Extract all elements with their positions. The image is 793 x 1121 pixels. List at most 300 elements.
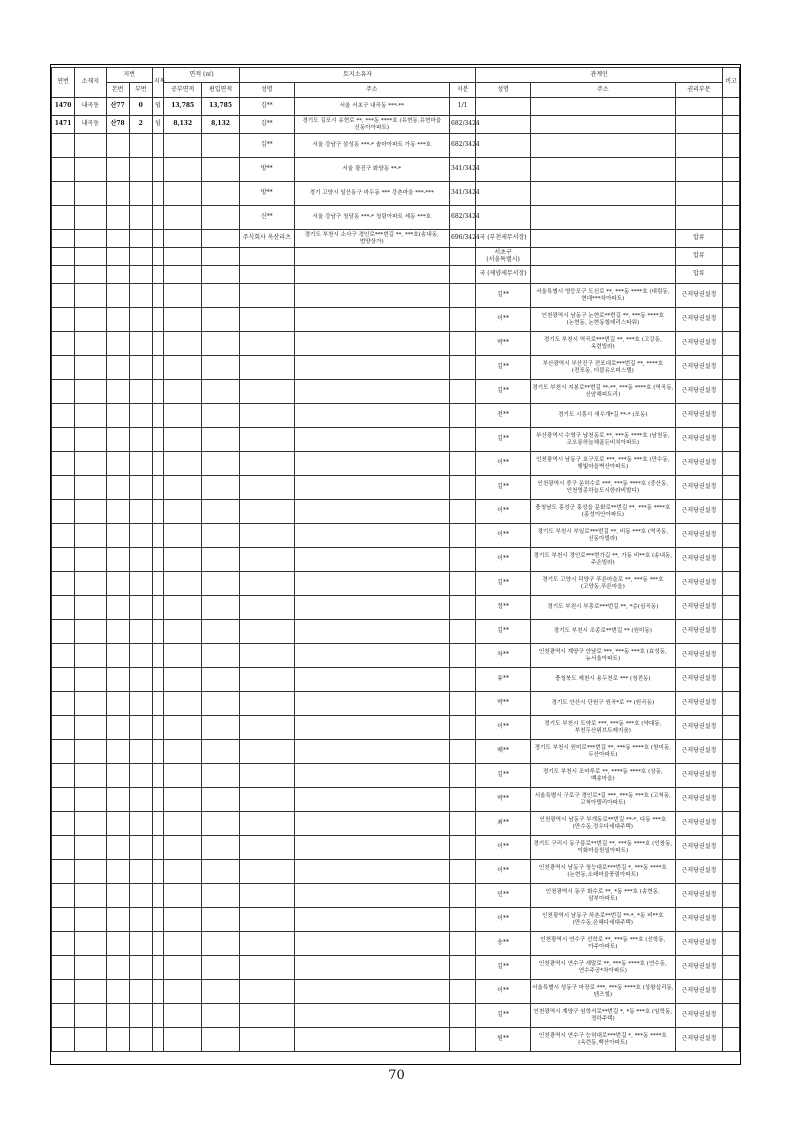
row-owner-name: 김** — [239, 134, 294, 158]
row-area-public — [164, 404, 202, 428]
row-owner-name — [239, 788, 294, 812]
row-owner-address — [294, 572, 449, 596]
row-location — [75, 548, 107, 572]
row-related-name: 박** — [476, 788, 531, 812]
row-owner-name — [239, 524, 294, 548]
row-owner-address: 서울 광진구 화양동 **-* — [294, 158, 449, 182]
row-area-public — [164, 668, 202, 692]
row-main-lot — [106, 692, 129, 716]
row-location — [75, 404, 107, 428]
row-owner-name — [239, 884, 294, 908]
row-area-public — [164, 740, 202, 764]
row-owner-share — [450, 572, 476, 596]
row-related-address — [530, 266, 675, 284]
row-number — [52, 428, 75, 452]
row-area-public — [164, 788, 202, 812]
row-related-address: 인천광역시 남동구 청능대로***번길 *, ***동 ****호 (논현동,소래마을풍림아파트) — [530, 860, 675, 884]
table-row — [52, 596, 740, 620]
row-number — [52, 980, 75, 1004]
row-location — [75, 524, 107, 548]
row-owner-share: 682/3424 — [450, 116, 476, 134]
row-owner-share — [450, 788, 476, 812]
row-owner-share — [450, 836, 476, 860]
row-owner-address — [294, 668, 449, 692]
row-owner-address — [294, 404, 449, 428]
row-remark — [723, 716, 740, 740]
table-row — [52, 206, 740, 230]
row-location — [75, 158, 107, 182]
row-owner-address — [294, 620, 449, 644]
row-owner-name — [239, 860, 294, 884]
row-related-address — [530, 230, 675, 248]
table-row — [52, 476, 740, 500]
row-area-public — [164, 524, 202, 548]
row-right-type — [675, 134, 722, 158]
row-land-category — [152, 284, 164, 308]
row-right-type: 압류 — [675, 266, 722, 284]
row-owner-address — [294, 716, 449, 740]
row-number — [52, 740, 75, 764]
table-row — [52, 620, 740, 644]
row-area-public — [164, 500, 202, 524]
row-main-lot — [106, 644, 129, 668]
row-owner-share — [450, 932, 476, 956]
row-area-incorp — [202, 1004, 240, 1028]
row-related-name: 김** — [476, 380, 531, 404]
row-main-lot — [106, 860, 129, 884]
row-related-name — [476, 158, 531, 182]
row-remark — [723, 1004, 740, 1028]
row-related-address — [530, 182, 675, 206]
row-land-category — [152, 356, 164, 380]
row-related-address: 서울특별시 영등포구 도신로 **, ***동 ****호 (대림동, 현대***차아파트) — [530, 284, 675, 308]
table-row — [52, 668, 740, 692]
row-owner-share — [450, 668, 476, 692]
row-remark — [723, 620, 740, 644]
row-related-address: 인천광역시 동구 화수로 **, *동 ***호 (송현동,삼부아파트) — [530, 884, 675, 908]
row-area-public — [164, 248, 202, 266]
row-right-type: 근저당권설정 — [675, 500, 722, 524]
row-related-address: 부산광역시 수영구 남천동로 **, ***동 ****호 (남천동,코오롱하늘채골든비치아파트) — [530, 428, 675, 452]
row-main-lot — [106, 1004, 129, 1028]
row-sub-lot — [129, 620, 152, 644]
table-row — [52, 500, 740, 524]
row-area-public — [164, 692, 202, 716]
row-right-type: 근저당권설정 — [675, 620, 722, 644]
row-owner-share — [450, 404, 476, 428]
row-owner-share — [450, 1004, 476, 1028]
row-related-address: 서울특별시 성동구 마장로 ***, ***동 ****호 (상왕십리동, 텐즈힐) — [530, 980, 675, 1004]
row-area-public — [164, 620, 202, 644]
row-main-lot — [106, 596, 129, 620]
row-location — [75, 266, 107, 284]
row-location — [75, 182, 107, 206]
row-right-type: 근저당권설정 — [675, 812, 722, 836]
row-land-category — [152, 308, 164, 332]
row-number — [52, 380, 75, 404]
row-main-lot — [106, 428, 129, 452]
row-number — [52, 908, 75, 932]
row-land-category — [152, 980, 164, 1004]
row-remark — [723, 668, 740, 692]
row-location — [75, 572, 107, 596]
row-land-category — [152, 692, 164, 716]
table-row — [52, 1004, 740, 1028]
row-land-category — [152, 248, 164, 266]
header-owner: 토지소유자 — [239, 68, 475, 83]
row-owner-address — [294, 644, 449, 668]
row-main-lot — [106, 230, 129, 248]
row-area-incorp — [202, 332, 240, 356]
row-owner-name — [239, 404, 294, 428]
row-area-public — [164, 356, 202, 380]
row-area-incorp — [202, 500, 240, 524]
row-land-category: 임 — [152, 98, 164, 116]
row-area-public — [164, 230, 202, 248]
row-main-lot — [106, 266, 129, 284]
row-owner-name — [239, 764, 294, 788]
row-related-address: 경기도 고양시 덕양구 푸른마을로 **, ***동 ***호 (고양동,푸른마을) — [530, 572, 675, 596]
row-remark — [723, 1028, 740, 1052]
row-owner-name — [239, 266, 294, 284]
row-area-incorp — [202, 716, 240, 740]
row-related-address: 경기도 부천시 도약로 ***, ***동 ***호 (약대동,부천두산위브트레지움) — [530, 716, 675, 740]
row-owner-address — [294, 248, 449, 266]
row-area-public — [164, 932, 202, 956]
header-jibeon: 지번 — [106, 68, 152, 83]
row-area-public — [164, 908, 202, 932]
row-location — [75, 596, 107, 620]
row-related-name: 이** — [476, 908, 531, 932]
row-owner-name — [239, 572, 294, 596]
row-related-address — [530, 158, 675, 182]
table-row — [52, 404, 740, 428]
row-owner-address — [294, 308, 449, 332]
row-location — [75, 764, 107, 788]
row-land-category — [152, 452, 164, 476]
row-land-category — [152, 788, 164, 812]
row-remark — [723, 860, 740, 884]
row-area-incorp — [202, 428, 240, 452]
row-number — [52, 1028, 75, 1052]
row-owner-address — [294, 380, 449, 404]
table-row — [52, 1028, 740, 1052]
row-remark — [723, 428, 740, 452]
row-right-type — [675, 182, 722, 206]
row-owner-address — [294, 908, 449, 932]
row-area-public — [164, 134, 202, 158]
row-location — [75, 332, 107, 356]
table-row — [52, 956, 740, 980]
table-row — [52, 98, 740, 116]
row-owner-name — [239, 284, 294, 308]
row-sub-lot — [129, 980, 152, 1004]
row-land-category — [152, 476, 164, 500]
row-location — [75, 206, 107, 230]
row-main-lot — [106, 548, 129, 572]
row-land-category — [152, 572, 164, 596]
row-sub-lot — [129, 428, 152, 452]
row-area-incorp — [202, 596, 240, 620]
row-related-name: 송** — [476, 932, 531, 956]
row-sub-lot — [129, 572, 152, 596]
row-related-name: 이** — [476, 548, 531, 572]
row-right-type: 근저당권설정 — [675, 740, 722, 764]
row-remark — [723, 692, 740, 716]
row-right-type: 근저당권설정 — [675, 836, 722, 860]
row-location: 내곡동 — [75, 98, 107, 116]
row-owner-share — [450, 812, 476, 836]
row-area-incorp — [202, 230, 240, 248]
row-land-category — [152, 134, 164, 158]
row-sub-lot — [129, 836, 152, 860]
row-owner-address — [294, 428, 449, 452]
row-related-name: 박** — [476, 692, 531, 716]
header-rel-name: 성명 — [476, 83, 531, 98]
row-area-public — [164, 716, 202, 740]
row-sub-lot: 0 — [129, 98, 152, 116]
row-main-lot — [106, 476, 129, 500]
row-right-type: 근저당권설정 — [675, 284, 722, 308]
row-right-type — [675, 206, 722, 230]
row-main-lot — [106, 620, 129, 644]
row-land-category — [152, 206, 164, 230]
row-number — [52, 332, 75, 356]
row-location — [75, 620, 107, 644]
row-sub-lot — [129, 476, 152, 500]
row-related-name: 김** — [476, 620, 531, 644]
row-area-public — [164, 428, 202, 452]
row-remark — [723, 158, 740, 182]
header-owner-addr: 주소 — [294, 83, 449, 98]
page-number: 70 — [388, 1068, 405, 1083]
row-land-category: 임 — [152, 116, 164, 134]
table-row — [52, 644, 740, 668]
row-land-category — [152, 500, 164, 524]
row-right-type: 근저당권설정 — [675, 476, 722, 500]
header-area-incorp: 편입면적 — [202, 83, 240, 98]
row-number: 1470 — [52, 98, 75, 116]
row-owner-share — [450, 500, 476, 524]
table-row — [52, 248, 740, 266]
row-area-public — [164, 266, 202, 284]
row-owner-share — [450, 380, 476, 404]
row-land-category — [152, 230, 164, 248]
row-number — [52, 692, 75, 716]
row-remark — [723, 308, 740, 332]
row-number — [52, 308, 75, 332]
row-owner-name — [239, 428, 294, 452]
row-owner-address — [294, 1028, 449, 1052]
table-row — [52, 908, 740, 932]
row-number — [52, 1004, 75, 1028]
table-row — [52, 836, 740, 860]
row-owner-address — [294, 524, 449, 548]
table-row — [52, 116, 740, 134]
row-area-public: 8,132 — [164, 116, 202, 134]
row-remark — [723, 380, 740, 404]
row-land-category — [152, 812, 164, 836]
row-related-name: 이** — [476, 860, 531, 884]
row-location: 내곡동 — [75, 116, 107, 134]
row-area-public — [164, 836, 202, 860]
row-main-lot — [106, 980, 129, 1004]
table-row — [52, 860, 740, 884]
row-land-category — [152, 716, 164, 740]
row-remark — [723, 980, 740, 1004]
row-owner-name: 김** — [239, 98, 294, 116]
row-location — [75, 248, 107, 266]
row-remark — [723, 548, 740, 572]
row-land-category — [152, 428, 164, 452]
row-right-type: 근저당권설정 — [675, 548, 722, 572]
row-area-public — [164, 860, 202, 884]
row-main-lot — [106, 572, 129, 596]
row-area-incorp — [202, 524, 240, 548]
row-owner-share — [450, 476, 476, 500]
row-location — [75, 356, 107, 380]
row-related-address: 인천광역시 연수구 새말로 **, ***동 ****호 (연수동, 연수주공*차아파트) — [530, 956, 675, 980]
row-related-name: 국 (부천세무서장) — [476, 230, 531, 248]
row-related-name: 김** — [476, 764, 531, 788]
row-number — [52, 620, 75, 644]
header-owner-name: 성명 — [239, 83, 294, 98]
row-related-address: 경기도 부천시 조마루로 **, ****동 ****호 (상동,백송마을) — [530, 764, 675, 788]
row-location — [75, 476, 107, 500]
row-remark — [723, 98, 740, 116]
table-row — [52, 182, 740, 206]
row-related-name: 김** — [476, 428, 531, 452]
row-sub-lot — [129, 788, 152, 812]
row-number — [52, 284, 75, 308]
row-remark — [723, 908, 740, 932]
row-land-category — [152, 836, 164, 860]
row-location — [75, 932, 107, 956]
row-related-address: 경기도 부천시 경인로***번가길 **, 가동 비**호 (송내동,주은빌라) — [530, 548, 675, 572]
row-owner-share — [450, 548, 476, 572]
row-related-name: 배** — [476, 740, 531, 764]
row-number — [52, 836, 75, 860]
row-area-public — [164, 644, 202, 668]
row-right-type: 근저당권설정 — [675, 572, 722, 596]
row-land-category — [152, 740, 164, 764]
row-related-address — [530, 206, 675, 230]
row-related-name: 박** — [476, 332, 531, 356]
row-owner-address — [294, 740, 449, 764]
row-owner-address — [294, 884, 449, 908]
row-area-public — [164, 206, 202, 230]
row-main-lot — [106, 356, 129, 380]
row-area-incorp — [202, 476, 240, 500]
row-area-incorp — [202, 380, 240, 404]
row-right-type: 근저당권설정 — [675, 404, 722, 428]
row-land-category — [152, 644, 164, 668]
row-land-category — [152, 596, 164, 620]
row-number — [52, 788, 75, 812]
row-related-name — [476, 182, 531, 206]
row-related-address: 경기도 부천시 조종로**번길 ** (원미동) — [530, 620, 675, 644]
row-area-incorp — [202, 158, 240, 182]
row-sub-lot — [129, 668, 152, 692]
row-location — [75, 860, 107, 884]
row-area-public — [164, 332, 202, 356]
row-sub-lot — [129, 860, 152, 884]
row-owner-address — [294, 692, 449, 716]
row-owner-address: 경기도 김포시 유현로 **, ***동 ****호 (유현동,유현마을 신동아아파트) — [294, 116, 449, 134]
row-owner-share — [450, 644, 476, 668]
row-related-name: 이** — [476, 308, 531, 332]
row-right-type — [675, 158, 722, 182]
row-area-incorp — [202, 740, 240, 764]
row-area-incorp — [202, 668, 240, 692]
row-sub-lot — [129, 812, 152, 836]
row-related-address: 인천광역시 남동구 하촌로**번길 **-*, *동 비**호 (만수동,은혜다세대주택) — [530, 908, 675, 932]
row-sub-lot — [129, 284, 152, 308]
row-sub-lot — [129, 206, 152, 230]
row-number — [52, 206, 75, 230]
row-remark — [723, 266, 740, 284]
row-land-category — [152, 764, 164, 788]
row-number — [52, 668, 75, 692]
row-area-public — [164, 572, 202, 596]
row-remark — [723, 932, 740, 956]
row-area-incorp — [202, 134, 240, 158]
row-owner-share: 682/3424 — [450, 134, 476, 158]
row-related-name: 김** — [476, 956, 531, 980]
row-sub-lot — [129, 596, 152, 620]
row-related-address — [530, 116, 675, 134]
row-area-public — [164, 956, 202, 980]
row-main-lot — [106, 884, 129, 908]
row-owner-name — [239, 956, 294, 980]
row-main-lot — [106, 740, 129, 764]
row-related-address: 서울특별시 구로구 경인로*길 ***, ***동 ***호 (고척동,고척아델리아파트) — [530, 788, 675, 812]
row-remark — [723, 230, 740, 248]
row-owner-share — [450, 860, 476, 884]
row-sub-lot — [129, 692, 152, 716]
header-bonbeon: 본번 — [106, 83, 129, 98]
row-right-type: 근저당권설정 — [675, 764, 722, 788]
row-number — [52, 884, 75, 908]
row-area-incorp — [202, 182, 240, 206]
row-sub-lot — [129, 1004, 152, 1028]
row-related-address: 경기도 시흥시 새우개*길 **-* (포동) — [530, 404, 675, 428]
row-number — [52, 644, 75, 668]
row-owner-name — [239, 332, 294, 356]
row-area-incorp — [202, 812, 240, 836]
row-right-type: 근저당권설정 — [675, 932, 722, 956]
row-sub-lot — [129, 740, 152, 764]
row-owner-address — [294, 860, 449, 884]
row-owner-share — [450, 908, 476, 932]
row-land-category — [152, 404, 164, 428]
row-area-incorp — [202, 932, 240, 956]
row-location — [75, 284, 107, 308]
row-owner-name — [239, 980, 294, 1004]
table-row — [52, 932, 740, 956]
row-location — [75, 428, 107, 452]
row-related-address: 인천광역시 남동구 호구포로 ***, ***동 ***호 (만수동,햇빛마을벽산아파트) — [530, 452, 675, 476]
row-owner-address — [294, 932, 449, 956]
table-row — [52, 356, 740, 380]
row-related-address — [530, 98, 675, 116]
row-related-address: 경기도 부천시 부흥로***번길 **, *층(심곡동) — [530, 596, 675, 620]
row-area-incorp — [202, 836, 240, 860]
row-area-incorp: 8,132 — [202, 116, 240, 134]
row-area-public — [164, 980, 202, 1004]
row-land-category — [152, 332, 164, 356]
row-location — [75, 740, 107, 764]
